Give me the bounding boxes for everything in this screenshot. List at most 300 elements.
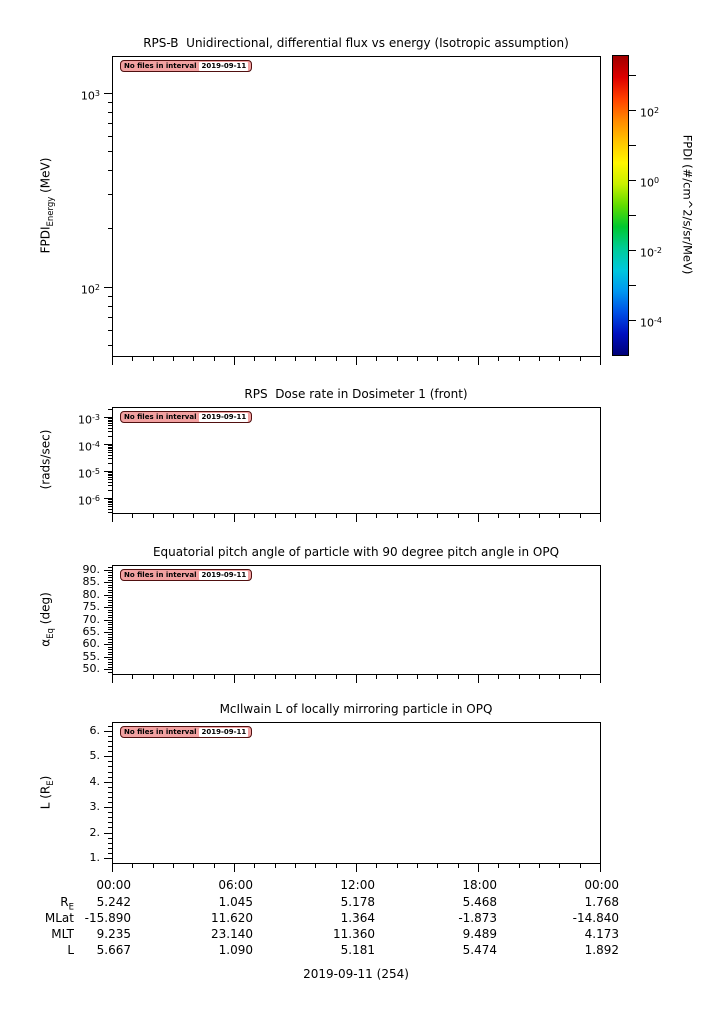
y-major-tick [104,93,112,94]
y-minor-tick [108,615,112,616]
no-data-badge-date: 2019-09-11 [201,570,247,579]
x-minor-tick [315,864,316,868]
x-minor-tick [397,514,398,518]
y-major-tick [104,570,112,571]
y-major-tick [104,782,112,783]
y-minor-tick [108,766,112,767]
plot-frame [112,722,601,864]
y-minor-tick [108,436,112,437]
y-tick-label: $10^3$ [80,89,100,103]
y-axis-label: $\alpha_{Eq}$ (deg) [38,591,56,647]
x-major-tick [478,514,479,522]
time-tick-label: 06:00 [218,878,253,892]
y-minor-tick [108,772,112,773]
y-minor-tick [108,726,112,727]
x-minor-tick [336,357,337,361]
y-minor-tick [108,647,112,648]
y-minor-tick [108,567,112,568]
x-minor-tick [214,357,215,361]
x-major-tick [112,675,113,683]
x-minor-tick [539,514,540,518]
y-minor-tick [108,602,112,603]
y-tick-label: 75. [82,600,100,613]
y-major-tick [104,607,112,608]
x-minor-tick [458,514,459,518]
table-value: 1.768 [584,895,619,909]
panel-title: RPS-B Unidirectional, differential flux vs energy (Isotropic assumption) [143,36,569,50]
time-tick-label: 18:00 [462,878,497,892]
x-minor-tick [315,675,316,679]
x-major-tick [356,864,357,872]
x-minor-tick [458,864,459,868]
table-value: 1.892 [584,943,619,957]
y-minor-tick [108,746,112,747]
y-minor-tick [108,499,112,500]
table-value: -15.890 [84,911,131,925]
x-minor-tick [275,357,276,361]
y-minor-tick [108,610,112,611]
y-minor-tick [108,431,112,432]
y-minor-tick [108,418,112,419]
x-minor-tick [193,514,194,518]
x-minor-tick [458,675,459,679]
y-minor-tick [108,600,112,601]
x-major-tick [356,675,357,683]
y-minor-tick [108,170,112,171]
colorbar-tick [629,285,636,286]
y-minor-tick [108,506,112,507]
y-tick-label: 55. [82,650,100,663]
x-minor-tick [336,864,337,868]
x-minor-tick [437,514,438,518]
y-tick-label: $10^{-6}$ [78,494,100,508]
y-minor-tick [108,428,112,429]
x-minor-tick [295,357,296,361]
x-minor-tick [153,675,154,679]
table-value: 5.474 [462,943,497,957]
y-major-tick [104,620,112,621]
y-major-tick [104,756,112,757]
x-major-tick [234,864,235,872]
y-minor-tick [108,622,112,623]
y-minor-tick [108,345,112,346]
y-minor-tick [108,624,112,625]
colorbar-tick [629,145,636,146]
y-minor-tick [108,843,112,844]
panel-title: McIlwain L of locally mirroring particle in OPQ [219,702,493,716]
y-minor-tick [108,792,112,793]
colorbar-label: FPDI (#/cm^2/s/sr/MeV) [680,134,695,275]
x-minor-tick [559,675,560,679]
x-minor-tick [539,675,540,679]
y-minor-tick [108,777,112,778]
y-minor-tick [108,450,112,451]
y-minor-tick [108,761,112,762]
y-tick-label: 60. [82,637,100,650]
colorbar-tick [629,215,636,216]
x-minor-tick [417,864,418,868]
y-minor-tick [108,504,112,505]
y-minor-tick [108,296,112,297]
y-minor-tick [108,822,112,823]
x-minor-tick [519,864,520,868]
x-major-tick [356,357,357,365]
no-data-badge [120,726,252,738]
y-minor-tick [108,672,112,673]
colorbar-tick [629,75,636,76]
x-minor-tick [580,357,581,361]
y-major-tick [104,444,112,445]
y-minor-tick [108,423,112,424]
time-tick-label: 12:00 [340,878,375,892]
x-major-tick [600,864,601,872]
plot-frame [112,565,601,675]
table-value: 5.178 [340,895,375,909]
y-minor-tick [108,509,112,510]
y-minor-tick [108,827,112,828]
x-minor-tick [275,864,276,868]
y-minor-tick [108,228,112,229]
x-minor-tick [376,675,377,679]
y-major-tick [104,632,112,633]
table-row-label: L [67,943,74,957]
table-value: 11.360 [333,927,375,941]
y-minor-tick [108,741,112,742]
x-minor-tick [417,514,418,518]
no-data-badge-text: No files in interval [124,728,197,736]
x-major-tick [234,675,235,683]
y-major-tick [104,644,112,645]
y-tick-label: $10^2$ [80,283,100,297]
x-minor-tick [397,357,398,361]
x-major-tick [234,514,235,522]
y-major-tick [104,858,112,859]
y-minor-tick [108,474,112,475]
x-minor-tick [153,864,154,868]
y-tick-label: 70. [82,613,100,626]
y-tick-label: 3. [89,800,100,813]
table-value: 5.667 [96,943,131,957]
no-data-badge [120,569,252,581]
x-major-tick [112,864,113,872]
y-minor-tick [108,605,112,606]
table-value: 11.620 [211,911,253,925]
y-minor-tick [108,848,112,849]
footer-date: 2019-09-11 (254) [303,967,409,981]
y-minor-tick [108,662,112,663]
x-minor-tick [498,514,499,518]
table-value: 9.235 [96,927,131,941]
y-minor-tick [108,853,112,854]
x-minor-tick [132,357,133,361]
x-minor-tick [275,675,276,679]
y-major-tick [104,669,112,670]
y-minor-tick [108,112,112,113]
table-value: 4.173 [584,927,619,941]
y-major-tick [104,582,112,583]
x-minor-tick [193,357,194,361]
y-minor-tick [108,652,112,653]
no-data-badge-text: No files in interval [124,413,197,421]
y-major-tick [104,807,112,808]
y-minor-tick [108,627,112,628]
y-minor-tick [108,617,112,618]
y-minor-tick [108,838,112,839]
y-minor-tick [108,306,112,307]
y-tick-label: 65. [82,625,100,638]
y-minor-tick [108,445,112,446]
y-minor-tick [108,490,112,491]
x-minor-tick [315,357,316,361]
x-minor-tick [519,514,520,518]
y-minor-tick [108,482,112,483]
x-minor-tick [295,864,296,868]
x-major-tick [356,514,357,522]
y-tick-label: $10^{-4}$ [78,440,100,454]
no-data-badge [120,411,252,423]
table-value: -14.840 [572,911,619,925]
no-data-badge-text: No files in interval [124,62,197,70]
x-minor-tick [437,864,438,868]
x-minor-tick [559,357,560,361]
x-minor-tick [336,514,337,518]
colorbar-tick-label: $10^2$ [640,106,660,120]
y-minor-tick [108,817,112,818]
y-minor-tick [108,592,112,593]
table-value: 1.045 [218,895,253,909]
x-minor-tick [193,864,194,868]
x-minor-tick [336,675,337,679]
y-minor-tick [108,194,112,195]
table-value: 1.090 [218,943,253,957]
y-major-tick [104,731,112,732]
x-minor-tick [153,514,154,518]
panel-title: RPS Dose rate in Dosimeter 1 (front) [244,387,468,401]
colorbar-tick [629,250,636,251]
no-data-badge-date: 2019-09-11 [201,412,247,421]
x-minor-tick [214,514,215,518]
y-minor-tick [108,420,112,421]
plot-frame [112,407,601,514]
y-minor-tick [108,425,112,426]
y-minor-tick [108,463,112,464]
y-minor-tick [108,475,112,476]
table-row-label: $R_E$ [60,895,74,913]
y-tick-label: $10^{-3}$ [78,413,100,427]
y-minor-tick [108,485,112,486]
y-tick-label: 5. [89,749,100,762]
y-tick-label: 1. [89,851,100,864]
x-minor-tick [559,514,560,518]
plot-frame [112,56,601,357]
y-tick-label: $10^{-5}$ [78,467,100,481]
table-value: 5.242 [96,895,131,909]
x-minor-tick [173,514,174,518]
time-tick-label: 00:00 [96,878,131,892]
y-minor-tick [108,667,112,668]
x-major-tick [112,357,113,365]
y-minor-tick [108,659,112,660]
x-minor-tick [132,675,133,679]
y-axis-label: (rads/sec) [38,429,53,490]
y-major-tick [104,498,112,499]
y-minor-tick [108,455,112,456]
x-minor-tick [519,357,520,361]
y-minor-tick [108,587,112,588]
colorbar-tick-label: $10^0$ [640,176,660,190]
x-minor-tick [437,357,438,361]
x-minor-tick [315,514,316,518]
colorbar-tick [629,110,636,111]
table-value: 1.364 [340,911,375,925]
y-minor-tick [108,812,112,813]
y-minor-tick [108,590,112,591]
y-minor-tick [108,572,112,573]
y-minor-tick [108,637,112,638]
x-minor-tick [254,864,255,868]
y-minor-tick [108,634,112,635]
x-minor-tick [376,357,377,361]
y-minor-tick [108,736,112,737]
y-minor-tick [108,409,112,410]
colorbar-tick-label: $10^{-2}$ [640,246,662,260]
y-minor-tick [108,751,112,752]
x-major-tick [478,675,479,683]
y-major-tick [104,471,112,472]
x-minor-tick [580,514,581,518]
x-major-tick [234,357,235,365]
y-minor-tick [108,597,112,598]
x-major-tick [478,357,479,365]
x-major-tick [112,514,113,522]
table-value: 5.468 [462,895,497,909]
y-minor-tick [108,629,112,630]
x-minor-tick [132,514,133,518]
x-minor-tick [580,864,581,868]
y-tick-label: 2. [89,826,100,839]
x-minor-tick [295,675,296,679]
x-minor-tick [254,514,255,518]
x-major-tick [600,675,601,683]
x-minor-tick [498,675,499,679]
x-minor-tick [214,675,215,679]
y-tick-label: 6. [89,724,100,737]
x-minor-tick [173,357,174,361]
panel-title: Equatorial pitch angle of particle with 90 degree pitch angle in OPQ [152,545,560,559]
x-minor-tick [275,514,276,518]
y-minor-tick [108,512,112,513]
y-minor-tick [108,585,112,586]
y-minor-tick [108,654,112,655]
x-minor-tick [376,864,377,868]
y-minor-tick [108,330,112,331]
table-row-label: MLT [51,927,74,941]
x-minor-tick [539,864,540,868]
x-minor-tick [132,864,133,868]
x-minor-tick [173,864,174,868]
x-minor-tick [254,357,255,361]
y-minor-tick [108,649,112,650]
colorbar [612,55,629,356]
y-tick-label: 85. [82,575,100,588]
colorbar-tick-label: $10^{-4}$ [640,316,662,330]
x-minor-tick [376,514,377,518]
y-minor-tick [108,580,112,581]
no-data-badge [120,60,252,72]
x-minor-tick [559,864,560,868]
y-tick-label: 80. [82,588,100,601]
y-major-tick [104,287,112,288]
y-minor-tick [108,797,112,798]
x-minor-tick [539,357,540,361]
y-minor-tick [108,421,112,422]
x-minor-tick [214,864,215,868]
no-data-badge-date: 2019-09-11 [201,727,247,736]
y-minor-tick [108,102,112,103]
colorbar-tick [629,180,636,181]
x-minor-tick [295,514,296,518]
x-minor-tick [519,675,520,679]
y-minor-tick [108,575,112,576]
y-major-tick [104,417,112,418]
x-minor-tick [458,357,459,361]
x-minor-tick [397,864,398,868]
table-value: -1.873 [458,911,497,925]
y-minor-tick [108,479,112,480]
y-minor-tick [108,802,112,803]
y-minor-tick [108,317,112,318]
y-tick-label: 90. [82,563,100,576]
x-minor-tick [498,864,499,868]
x-minor-tick [173,675,174,679]
y-minor-tick [108,477,112,478]
x-minor-tick [397,675,398,679]
x-minor-tick [437,675,438,679]
y-tick-label: 4. [89,775,100,788]
y-minor-tick [108,664,112,665]
y-minor-tick [108,151,112,152]
x-minor-tick [417,675,418,679]
y-minor-tick [108,502,112,503]
x-minor-tick [193,675,194,679]
y-minor-tick [108,639,112,640]
y-minor-tick [108,458,112,459]
y-minor-tick [108,612,112,613]
colorbar-tick [629,320,636,321]
y-major-tick [104,833,112,834]
y-minor-tick [108,447,112,448]
y-minor-tick [108,501,112,502]
no-data-badge-text: No files in interval [124,571,197,579]
y-axis-label: L $(R_E)$ [38,775,56,809]
time-tick-label: 00:00 [584,878,619,892]
table-value: 23.140 [211,927,253,941]
y-minor-tick [108,642,112,643]
y-axis-label: $FPDI_{Energy}$ (MeV) [38,157,56,254]
x-minor-tick [498,357,499,361]
x-major-tick [478,864,479,872]
x-minor-tick [580,675,581,679]
y-minor-tick [108,577,112,578]
y-minor-tick [108,472,112,473]
y-minor-tick [108,452,112,453]
y-minor-tick [108,123,112,124]
x-minor-tick [254,675,255,679]
table-row-label: MLat [44,911,74,925]
no-data-badge-date: 2019-09-11 [201,61,247,70]
y-major-tick [104,595,112,596]
x-major-tick [600,514,601,522]
